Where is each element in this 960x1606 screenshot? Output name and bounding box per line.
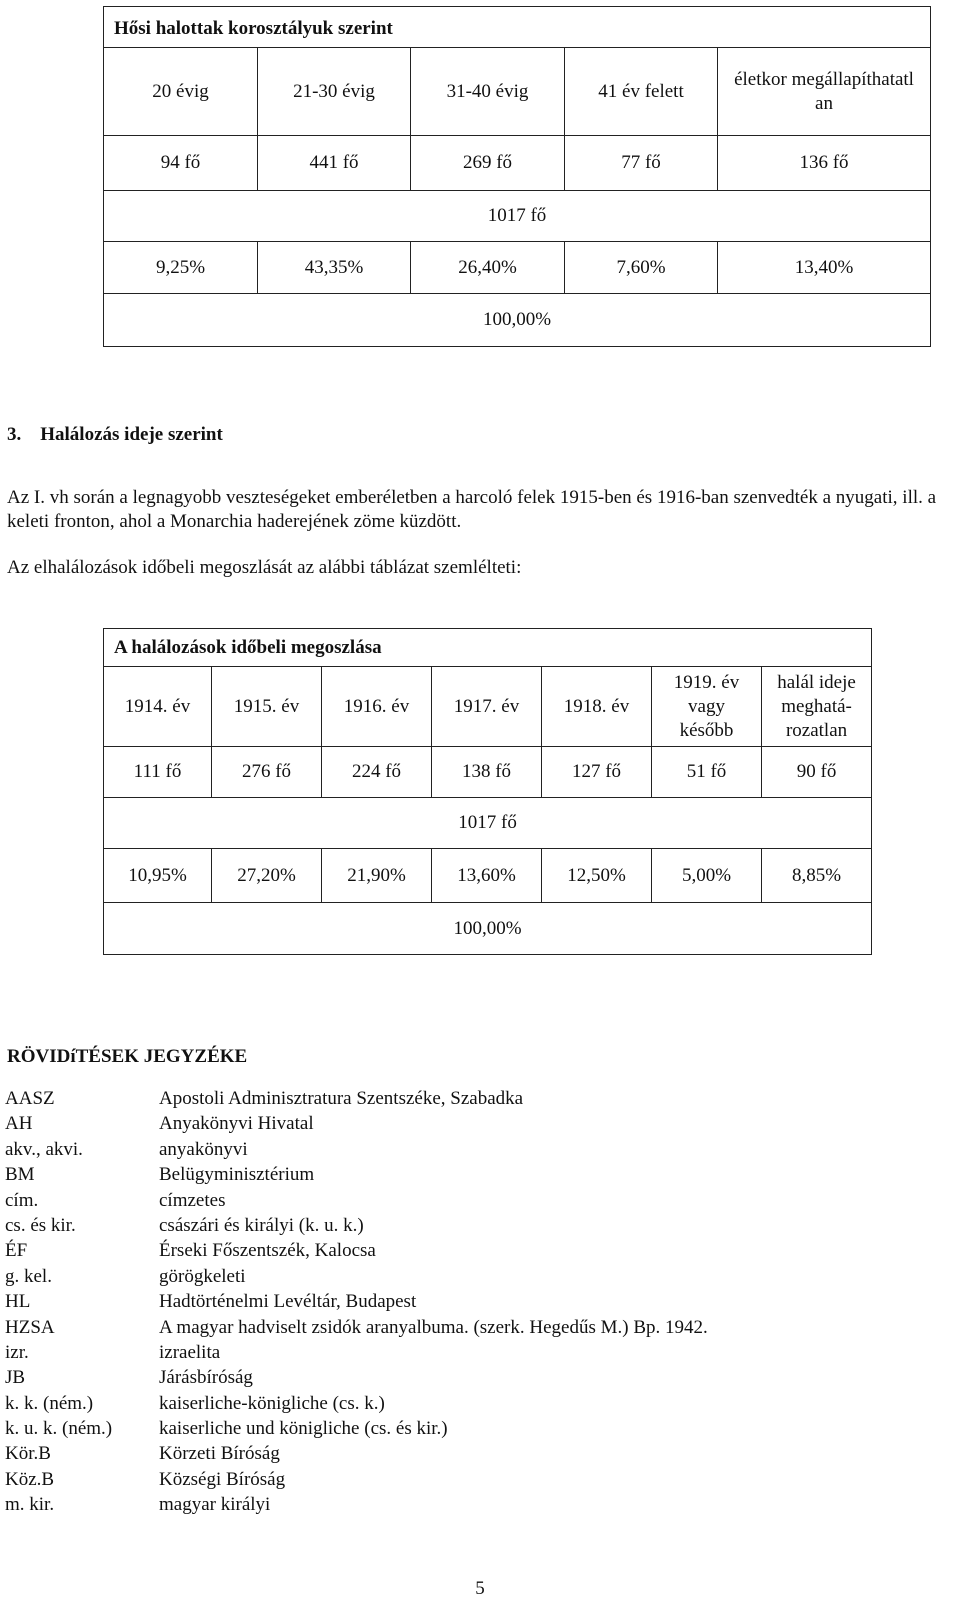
abbreviation-item: [5, 1340, 708, 1365]
abbreviation-term: g. kel.: [5, 1265, 52, 1287]
abbreviation-list: [5, 1086, 708, 1518]
abbreviation-term: HZSA: [5, 1316, 55, 1338]
year-percent-cell: 12,50%: [542, 849, 652, 903]
abbreviation-meaning: Járásbíróság: [159, 1367, 253, 1389]
age-percent-cell: 9,25%: [104, 242, 258, 294]
abbreviation-meaning: kaiserliche-königliche (cs. k.): [159, 1392, 385, 1414]
abbreviation-meaning: kaiserliche und königliche (cs. és kir.): [159, 1418, 448, 1440]
abbreviation-term: HL: [5, 1291, 31, 1313]
year-percent-cell: 8,85%: [762, 849, 872, 903]
abbreviation-item: [5, 1416, 708, 1441]
year-count-cell: 138 fő: [432, 747, 542, 798]
year-percent-cell: 5,00%: [652, 849, 762, 903]
abbreviation-meaning: anyakönyvi: [159, 1138, 248, 1160]
year-header-cell: 1916. év: [322, 667, 432, 747]
abbreviation-term: Köz.B: [5, 1468, 55, 1490]
abbreviation-meaning: A magyar hadviselt zsidók aranyalbuma. (szerk. Hegedűs M.) Bp. 1942.: [159, 1316, 708, 1338]
year-header-cell: halál ideje meghatá-rozatlan: [762, 667, 872, 747]
age-header-cell: 41 év felett: [565, 48, 718, 136]
abbreviation-term: m. kir.: [5, 1494, 55, 1516]
year-count-cell: 224 fő: [322, 747, 432, 798]
year-percent-cell: 13,60%: [432, 849, 542, 903]
year-header-cell: 1917. év: [432, 667, 542, 747]
year-total-percent-cell: 100,00%: [104, 903, 872, 955]
year-header-cell: 1915. év: [212, 667, 322, 747]
age-percent-cell: 26,40%: [411, 242, 565, 294]
age-count-cell: 441 fő: [258, 136, 411, 191]
abbreviation-item: [5, 1391, 708, 1416]
section-paragraph: Az I. vh során a legnagyobb veszteségeket emberéletben a harcoló felek 1915-ben és 1916-ban szenvedték a nyugati, ill. a keleti fronton, ahol a Monarchia haderejének zöme küzdött.: [7, 487, 937, 532]
abbreviation-term: k. u. k. (ném.): [5, 1418, 113, 1440]
age-header-cell: életkor megállapíthatatl an: [718, 48, 931, 136]
death-table-title: A halálozások időbeli megoszlása: [104, 629, 872, 667]
abbreviation-term: k. k. (ném.): [5, 1392, 94, 1414]
abbreviation-item: [5, 1137, 708, 1162]
year-count-cell: 111 fő: [104, 747, 212, 798]
abbreviation-item: [5, 1492, 708, 1517]
abbreviation-item: [5, 1264, 708, 1289]
age-percent-cell: 7,60%: [565, 242, 718, 294]
abbreviation-term: cs. és kir.: [5, 1214, 76, 1236]
age-header-cell: 21-30 évig: [258, 48, 411, 136]
abbreviation-meaning: címzetes: [159, 1189, 226, 1211]
age-percent-cell: 13,40%: [718, 242, 931, 294]
abbreviation-term: akv., akvi.: [5, 1138, 83, 1160]
year-header-cell: 1919. év vagy később: [652, 667, 762, 747]
page-number: 5: [475, 1578, 485, 1599]
abbreviation-item: [5, 1315, 708, 1340]
abbreviation-item: [5, 1238, 708, 1263]
age-count-cell: 136 fő: [718, 136, 931, 191]
abbreviation-item: [5, 1086, 708, 1111]
abbreviations-heading: RÖVIDíTÉSEK JEGYZÉKE: [7, 1046, 248, 1067]
abbreviation-meaning: magyar királyi: [159, 1494, 271, 1516]
age-total-cell: 1017 fő: [104, 191, 931, 242]
abbreviation-term: AASZ: [5, 1088, 55, 1109]
year-header-cell: 1918. év: [542, 667, 652, 747]
age-group-table: [103, 6, 931, 347]
age-table-title: Hősi halottak korosztályuk szerint: [104, 7, 931, 48]
abbreviation-item: [5, 1213, 708, 1238]
age-count-cell: 269 fő: [411, 136, 565, 191]
abbreviation-meaning: izraelita: [159, 1341, 221, 1363]
year-count-cell: 276 fő: [212, 747, 322, 798]
abbreviation-meaning: Érseki Főszentszék, Kalocsa: [159, 1240, 376, 1262]
abbreviation-item: [5, 1162, 708, 1187]
abbreviation-item: [5, 1365, 708, 1390]
abbreviation-term: cím.: [5, 1189, 39, 1211]
abbreviation-term: JB: [5, 1367, 26, 1389]
abbreviation-term: Kör.B: [5, 1443, 51, 1465]
year-count-cell: 127 fő: [542, 747, 652, 798]
year-percent-cell: 21,90%: [322, 849, 432, 903]
section-heading: 3. Halálozás ideje szerint: [7, 424, 223, 445]
abbreviation-item: [5, 1188, 708, 1213]
abbreviation-item: [5, 1441, 708, 1466]
abbreviation-term: izr.: [5, 1341, 29, 1363]
age-header-cell: 20 évig: [104, 48, 258, 136]
abbreviation-meaning: Belügyminisztérium: [159, 1164, 315, 1186]
year-percent-cell: 10,95%: [104, 849, 212, 903]
death-time-table: [103, 628, 872, 955]
abbreviation-term: ÉF: [5, 1240, 28, 1262]
age-count-cell: 94 fő: [104, 136, 258, 191]
age-total-percent-cell: 100,00%: [104, 294, 931, 347]
abbreviation-meaning: Apostoli Adminisztratura Szentszéke, Szabadka: [159, 1088, 524, 1109]
abbreviation-item: [5, 1467, 708, 1492]
abbreviation-meaning: Hadtörténelmi Levéltár, Budapest: [159, 1291, 417, 1313]
abbreviation-term: AH: [5, 1113, 33, 1135]
age-percent-cell: 43,35%: [258, 242, 411, 294]
abbreviation-term: BM: [5, 1164, 35, 1186]
age-count-cell: 77 fő: [565, 136, 718, 191]
year-percent-cell: 27,20%: [212, 849, 322, 903]
abbreviation-meaning: Anyakönyvi Hivatal: [159, 1113, 314, 1135]
abbreviation-item: [5, 1289, 708, 1314]
section-paragraph: Az elhalálozások időbeli megoszlását az alábbi táblázat szemlélteti:: [7, 557, 522, 578]
abbreviation-meaning: Községi Bíróság: [159, 1468, 286, 1490]
abbreviation-meaning: császári és királyi (k. u. k.): [159, 1214, 364, 1236]
year-header-cell: 1914. év: [104, 667, 212, 747]
age-header-cell: 31-40 évig: [411, 48, 565, 136]
year-total-cell: 1017 fő: [104, 798, 872, 849]
abbreviation-meaning: görögkeleti: [159, 1265, 246, 1287]
abbreviation-meaning: Körzeti Bíróság: [159, 1443, 280, 1465]
abbreviation-item: [5, 1111, 708, 1136]
year-count-cell: 90 fő: [762, 747, 872, 798]
year-count-cell: 51 fő: [652, 747, 762, 798]
